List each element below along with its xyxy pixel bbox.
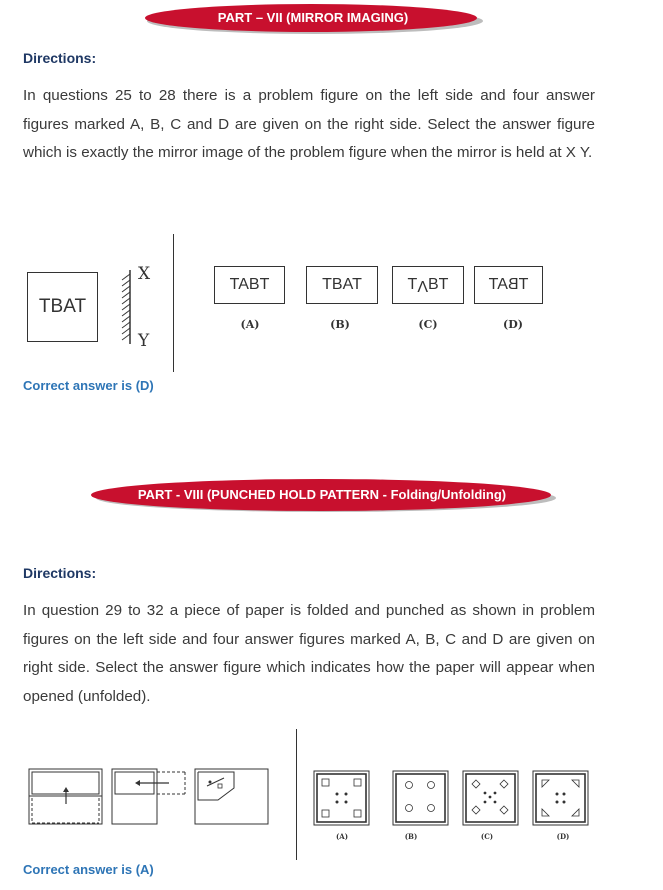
part7-correct-answer: Correct answer is (D): [23, 378, 154, 393]
part7-banner-text: PART – VII (MIRROR IMAGING): [217, 10, 409, 25]
unfold-option-b-label: (B): [404, 832, 418, 841]
fold-problem-figure-1: [28, 768, 104, 826]
fold-problem-figure-3: [194, 768, 270, 826]
part7-banner: [143, 2, 483, 36]
problem-figure-text: TBAT: [38, 296, 87, 317]
option-c-figure: T V BT: [392, 266, 464, 304]
fold-problem-figure-2: [111, 768, 187, 826]
divider-line: [173, 234, 174, 372]
unfold-option-d-label: (D): [556, 832, 570, 841]
mirror-label-y: Y: [138, 331, 150, 351]
option-d-mirrored-letter: B: [507, 276, 519, 293]
problem-figure: [27, 272, 98, 342]
part8-directions-text: In question 29 to 32 a piece of paper is folded and punched as shown in problem figures on the left side and four answer figures marked A, B, C and D are given on right side. Select the answer figure which indicates how the paper will appear when opened (unfolded).: [23, 602, 595, 705]
divider-line-2: [296, 729, 297, 860]
part8-directions-heading: Directions:: [23, 565, 97, 581]
part8-banner: [88, 477, 556, 515]
part7-directions-heading: Directions:: [23, 50, 97, 66]
unfold-option-d: [532, 770, 592, 828]
option-b-figure: [306, 266, 378, 304]
part8-correct-answer: Correct answer is (A): [23, 862, 154, 877]
unfold-option-c: [462, 770, 522, 828]
option-c-label: (C): [418, 318, 438, 331]
option-a-figure: [214, 266, 285, 304]
option-c-flipped-letter: V: [417, 277, 428, 294]
option-a-text: TABT: [229, 276, 270, 293]
mirror-icon: [118, 268, 138, 348]
unfold-option-a-label: (A): [335, 832, 349, 841]
option-b-text: TBAT: [322, 276, 362, 293]
option-b-label: (B): [330, 318, 350, 331]
mirror-label-x: X: [138, 264, 151, 284]
option-d-label: (D): [503, 318, 523, 331]
part8-banner-text: PART - VIII (PUNCHED HOLD PATTERN - Folding/Unfolding): [137, 487, 507, 502]
part7-directions-text: In questions 25 to 28 there is a problem figure on the left side and four answer figures marked A, B, C and D are given on the right side. Select the answer figure which is exactly the mirror image of the problem figure when the mirror is held at X Y.: [23, 87, 595, 161]
unfold-option-b: [392, 770, 452, 828]
unfold-option-c-label: (C): [480, 832, 494, 841]
option-d-figure: TA B T: [474, 266, 543, 304]
option-a-label: (A): [240, 318, 260, 331]
unfold-option-a: [313, 770, 373, 828]
